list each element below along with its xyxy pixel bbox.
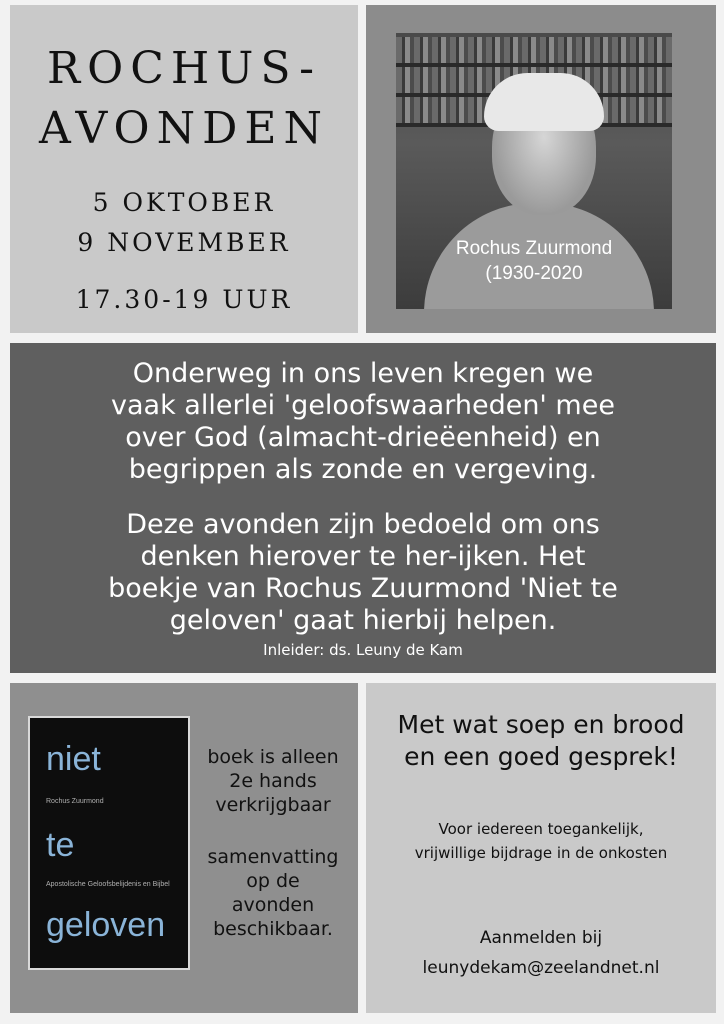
text-line: op de <box>246 870 300 892</box>
title-line-1: ROCHUS- <box>47 43 321 94</box>
book-cover-image <box>28 716 190 970</box>
info-panel <box>366 683 716 1013</box>
description-paragraph-2 <box>30 509 696 637</box>
registration-block <box>366 923 716 983</box>
cover-word-te: te <box>46 826 75 864</box>
text-line: Onderweg in ons leven kregen we <box>132 358 594 389</box>
portrait-hair <box>484 73 604 131</box>
text-line: vrijwillige bijdrage in de onkosten <box>414 844 668 862</box>
text-line: begrippen als zonde en vergeving. <box>128 454 598 485</box>
cover-subtitle: Apostolische Geloofsbelijdenis en Bijbel <box>46 881 170 888</box>
summary-note <box>198 845 348 941</box>
photo-caption-years: (1930-2020 <box>485 263 583 284</box>
introducer-line: Inleider: ds. Leuny de Kam <box>263 641 463 659</box>
date-november: 9 NOVEMBER <box>77 228 291 257</box>
text-line: Deze avonden zijn bedoeld om ons <box>126 509 600 540</box>
book-panel <box>10 683 358 1013</box>
register-email-link[interactable]: leunydekam@zeelandnet.nl <box>422 958 660 978</box>
photo-panel <box>366 5 716 333</box>
cover-author: Rochus Zuurmond <box>46 798 104 805</box>
title-panel <box>10 5 358 333</box>
bookshelf-row <box>396 37 672 63</box>
text-line: denken hierover te her-ijken. Het <box>140 541 586 572</box>
availability-note <box>198 745 348 817</box>
cover-word-niet: niet <box>46 740 101 778</box>
text-line: samenvatting <box>207 846 339 868</box>
description-paragraph-1 <box>30 358 696 486</box>
text-line: vaak allerlei 'geloofswaarheden' mee <box>111 390 615 421</box>
text-line: boekje van Rochus Zuurmond 'Niet te <box>108 573 618 604</box>
text-line: verkrijgbaar <box>215 794 331 816</box>
register-label: Aanmelden bij <box>479 928 603 948</box>
text-line: en een goed gesprek! <box>404 742 678 771</box>
text-line: geloven' gaat hierbij helpen. <box>169 605 557 636</box>
title-line-2: AVONDEN <box>38 103 330 154</box>
photo-caption-name: Rochus Zuurmond <box>455 238 613 259</box>
access-note <box>366 817 716 865</box>
date-october: 5 OKTOBER <box>92 188 276 217</box>
text-line: 2e hands <box>229 770 317 792</box>
text-line: avonden <box>231 894 315 916</box>
text-line: Voor iedereen toegankelijk, <box>438 820 644 838</box>
text-line: Met wat soep en brood <box>397 710 685 739</box>
text-line: beschikbaar. <box>213 918 333 940</box>
description-panel <box>10 343 716 673</box>
text-line: over God (almacht-drieëenheid) en <box>125 422 601 453</box>
cover-word-geloven: geloven <box>46 906 166 944</box>
text-line: boek is alleen <box>207 746 339 768</box>
soup-heading <box>366 709 716 773</box>
time-range: 17.30-19 UUR <box>75 285 293 314</box>
